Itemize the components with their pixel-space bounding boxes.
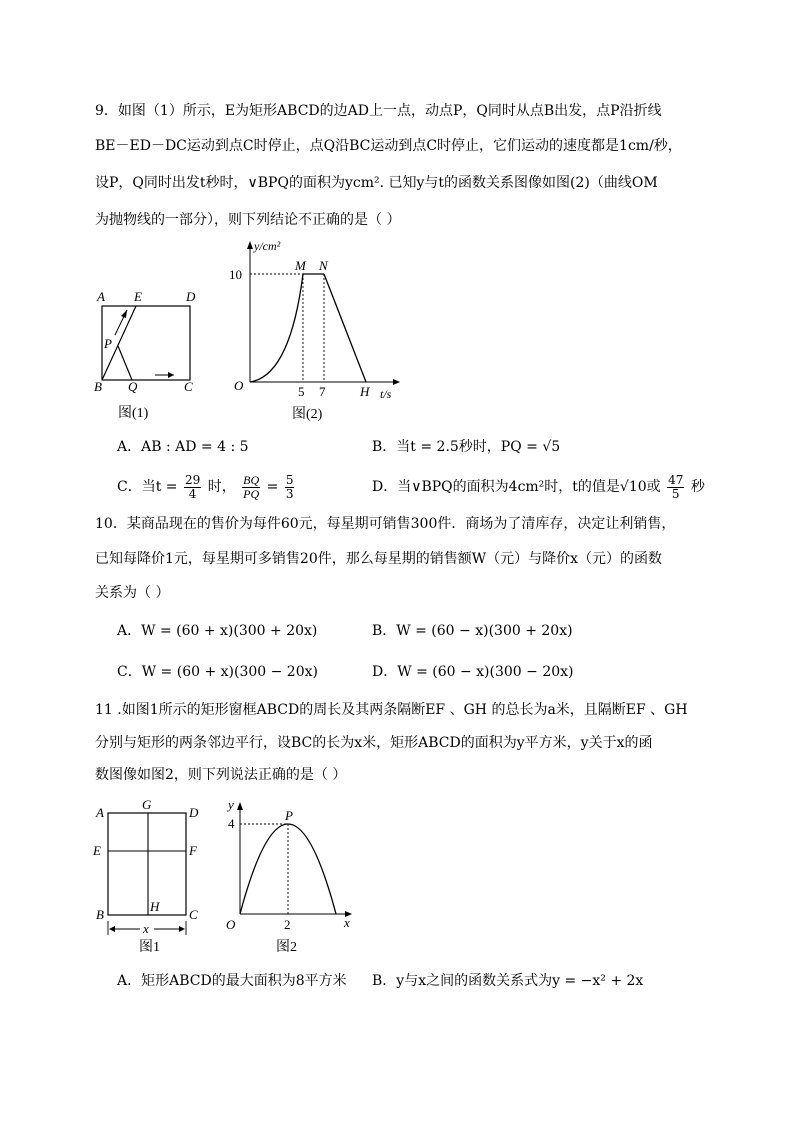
q9-option-c-frac-2 xyxy=(242,474,260,501)
q9-option-d xyxy=(372,470,705,504)
fig1-label-G: G xyxy=(142,797,152,812)
fig1-label-x: x xyxy=(143,921,149,936)
q11-figure-2 xyxy=(222,795,362,960)
fig2-caption: 图(2) xyxy=(292,407,323,422)
q9-line-1: 9．如图（1）所示，E为矩形ABCD的边AD上一点，动点P，Q同时从点B出发，点P沿折线 xyxy=(95,103,662,119)
fig2-y-tick-4: 4 xyxy=(228,816,235,831)
q10-line-1: 10．某商品现在的售价为每件60元，每星期可销售300件．商场为了清库存，决定让利销售， xyxy=(95,516,676,532)
fig1-label-D: D xyxy=(189,805,199,820)
q9-option-a: A．AB : AD = 4 : 5 xyxy=(117,439,249,455)
q9-option-b: B．当t = 2.5秒时，PQ = √5 xyxy=(372,439,561,455)
fig2-x-label: x xyxy=(344,915,350,930)
q9-option-d-prefix: D．当∨BPQ的面积为4cm²时，t的值是√10或 xyxy=(372,479,661,495)
fig1-label-E: E xyxy=(93,843,101,858)
q10-line-3: 关系为（ ） xyxy=(95,585,170,601)
fig2-x-label: t/s xyxy=(380,387,392,401)
fig2-x-tick-H: H xyxy=(360,384,370,399)
fig1-label-H: H xyxy=(150,899,160,914)
q9-figure-2 xyxy=(228,236,408,426)
fig1-label-Q: Q xyxy=(128,379,138,394)
q10-option-b: B．W = (60 − x)(300 + 20x) xyxy=(372,623,573,639)
fig2-y-label: y/cm² xyxy=(254,239,281,253)
q9-option-c-frac-1 xyxy=(184,474,201,501)
fig1-label-P: P xyxy=(104,336,112,351)
fig1-label-E: E xyxy=(134,289,142,304)
frac-den: PQ xyxy=(243,486,260,501)
fig1-label-C: C xyxy=(189,907,198,922)
fig2-x-tick-7: 7 xyxy=(319,384,326,399)
fig2-label-M: M xyxy=(295,258,306,273)
q11-option-b: B．y与x之间的函数关系式为y = −x² + 2x xyxy=(372,973,644,989)
q11-figure-1 xyxy=(88,795,218,960)
q9-option-c-mid: 时， xyxy=(207,479,236,495)
fig1-label-F: F xyxy=(189,843,197,858)
q9-option-d-suffix: 秒 xyxy=(690,479,705,495)
fig1-label-B: B xyxy=(94,379,102,394)
frac-num: 29 xyxy=(184,472,201,487)
fig2-y-label: y xyxy=(228,797,234,812)
q10-option-c: C．W = (60 + x)(300 − 20x) xyxy=(117,664,318,680)
fig1-label-A: A xyxy=(97,289,105,304)
q11-line-3: 数图像如图2，则下列说法正确的是（ ） xyxy=(95,767,347,783)
q9-figure-1 xyxy=(88,283,208,423)
fig2-x-tick-5: 5 xyxy=(298,384,305,399)
q11-option-a: A．矩形ABCD的最大面积为8平方米 xyxy=(117,973,347,989)
q10-line-2: 已知每降价1元，每星期可多销售20件，那么每星期的销售额W（元）与降价x（元）的函数 xyxy=(95,551,663,567)
fig2-x-tick-2: 2 xyxy=(284,917,291,932)
fig1-label-B: B xyxy=(96,907,104,922)
q9-option-c-prefix: C．当t = xyxy=(117,479,178,495)
fig2-caption: 图2 xyxy=(276,940,297,955)
q11-line-2: 分别与矩形的两条邻边平行，设BC的长为x米，矩形ABCD的面积为y平方米，y关于x的函 xyxy=(95,735,653,751)
fig1-caption: 图1 xyxy=(139,940,160,955)
q9-option-c-frac-3 xyxy=(285,474,295,501)
frac-num: 5 xyxy=(285,472,294,487)
fig2-label-N: N xyxy=(319,258,328,273)
fig1-caption: 图(1) xyxy=(118,406,149,421)
q9-line-2: BE－ED－DC运动到点C时停止，点Q沿BC运动到点C时停止，它们运动的速度都是1cm/秒， xyxy=(95,138,682,154)
q10-option-d: D．W = (60 − x)(300 − 20x) xyxy=(372,664,574,680)
fig1-label-A: A xyxy=(96,805,104,820)
frac-num: 47 xyxy=(668,472,684,487)
fig1-label-C: C xyxy=(184,379,193,394)
q9-line-3: 设P，Q同时出发t秒时，∨BPQ的面积为ycm². 已知y与t的函数关系图像如图(2)（曲线OM xyxy=(95,175,658,191)
fig1-label-D: D xyxy=(186,289,196,304)
fig2-label-P: P xyxy=(285,808,293,823)
q9-option-d-frac xyxy=(667,474,684,501)
frac-num: BQ xyxy=(243,472,260,487)
frac-den: 4 xyxy=(188,486,197,501)
q11-line-1: 11 .如图1所示的矩形窗框ABCD的周长及其两条隔断EF 、GH 的总长为a米，且隔断EF 、GH xyxy=(95,702,688,718)
fig2-origin: O xyxy=(234,378,244,393)
fig2-origin: O xyxy=(226,917,236,932)
fig2-y-tick-10: 10 xyxy=(229,267,242,282)
q9-option-c xyxy=(117,470,296,504)
frac-den: 5 xyxy=(671,486,680,501)
q10-option-a: A．W = (60 + x)(300 + 20x) xyxy=(117,623,318,639)
q9-line-4: 为抛物线的一部分），则下列结论不正确的是（ ） xyxy=(95,212,401,228)
frac-den: 3 xyxy=(285,486,294,501)
q9-option-c-eq: = xyxy=(266,479,279,495)
